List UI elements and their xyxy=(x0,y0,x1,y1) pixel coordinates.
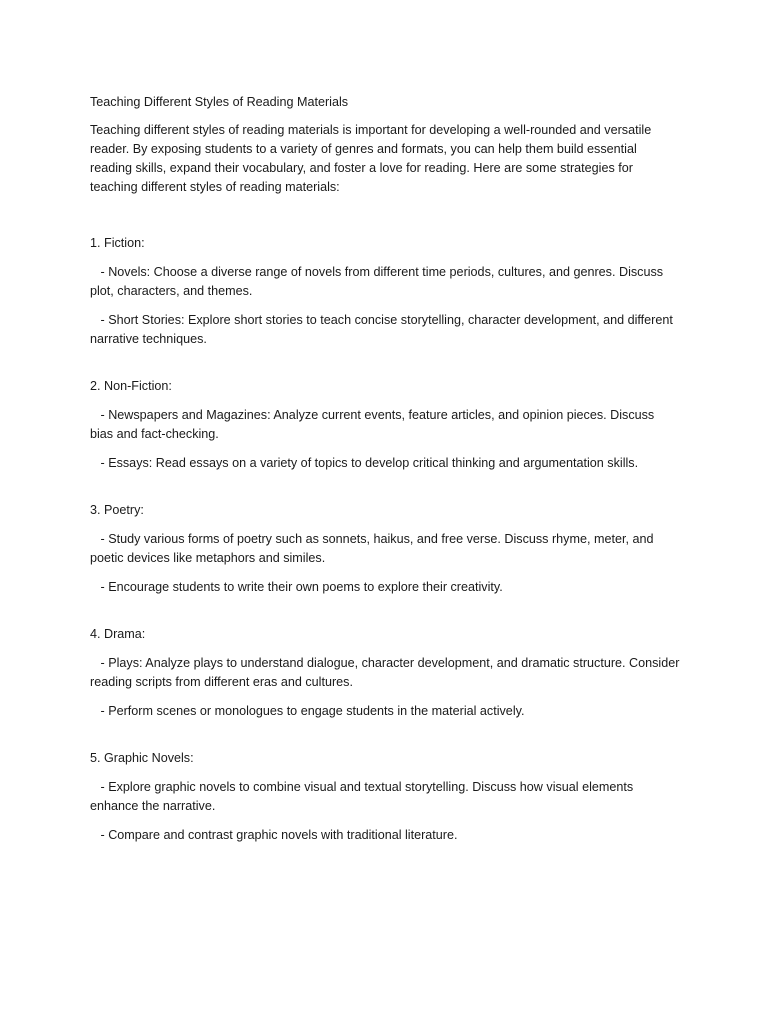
list-item: - Essays: Read essays on a variety of topics to develop critical thinking and argumentation skills. xyxy=(90,456,639,470)
list-item: - Compare and contrast graphic novels with traditional literature. xyxy=(90,828,458,842)
list-item: - Study various forms of poetry such as sonnets, haikus, and free verse. Discuss rhyme, meter, and poetic devices like metaphors and similes. xyxy=(90,532,657,565)
list-item: - Newspapers and Magazines: Analyze current events, feature articles, and opinion pieces. Discuss bias and fact-checking. xyxy=(90,408,658,441)
list-item: - Perform scenes or monologues to engage students in the material actively. xyxy=(90,704,525,718)
section-heading: 1. Fiction: xyxy=(90,236,145,250)
section-drama xyxy=(90,625,683,721)
section-fiction xyxy=(90,234,680,349)
list-item: - Encourage students to write their own poems to explore their creativity. xyxy=(90,580,503,594)
section-heading: 5. Graphic Novels: xyxy=(90,751,194,765)
section-heading: 2. Non-Fiction: xyxy=(90,379,172,393)
section-non-fiction xyxy=(90,377,680,473)
list-item: - Short Stories: Explore short stories to teach concise storytelling, character development, and different narrative techniques. xyxy=(90,313,677,346)
intro-paragraph: Teaching different styles of reading materials is important for developing a well-rounded and versatile reader. By exposing students to a variety of genres and formats, you can help them build essential reading skills, expand their vocabulary, and foster a love for reading. Here are some strategies for teaching different styles of reading materials: xyxy=(90,123,652,194)
list-item: - Explore graphic novels to combine visual and textual storytelling. Discuss how visual elements enhance the narrative. xyxy=(90,780,637,813)
list-item: - Novels: Choose a diverse range of novels from different time periods, cultures, and genres. Discuss plot, characters, and themes. xyxy=(90,265,667,298)
section-poetry xyxy=(90,501,680,597)
section-heading: 3. Poetry: xyxy=(90,503,144,517)
section-heading: 4. Drama: xyxy=(90,627,146,641)
section-graphic-novels xyxy=(90,749,680,845)
document-page xyxy=(90,93,683,855)
document-title: Teaching Different Styles of Reading Materials xyxy=(90,95,349,109)
list-item: - Plays: Analyze plays to understand dialogue, character development, and dramatic structure. Consider reading scripts from different eras and cultures. xyxy=(90,656,683,689)
